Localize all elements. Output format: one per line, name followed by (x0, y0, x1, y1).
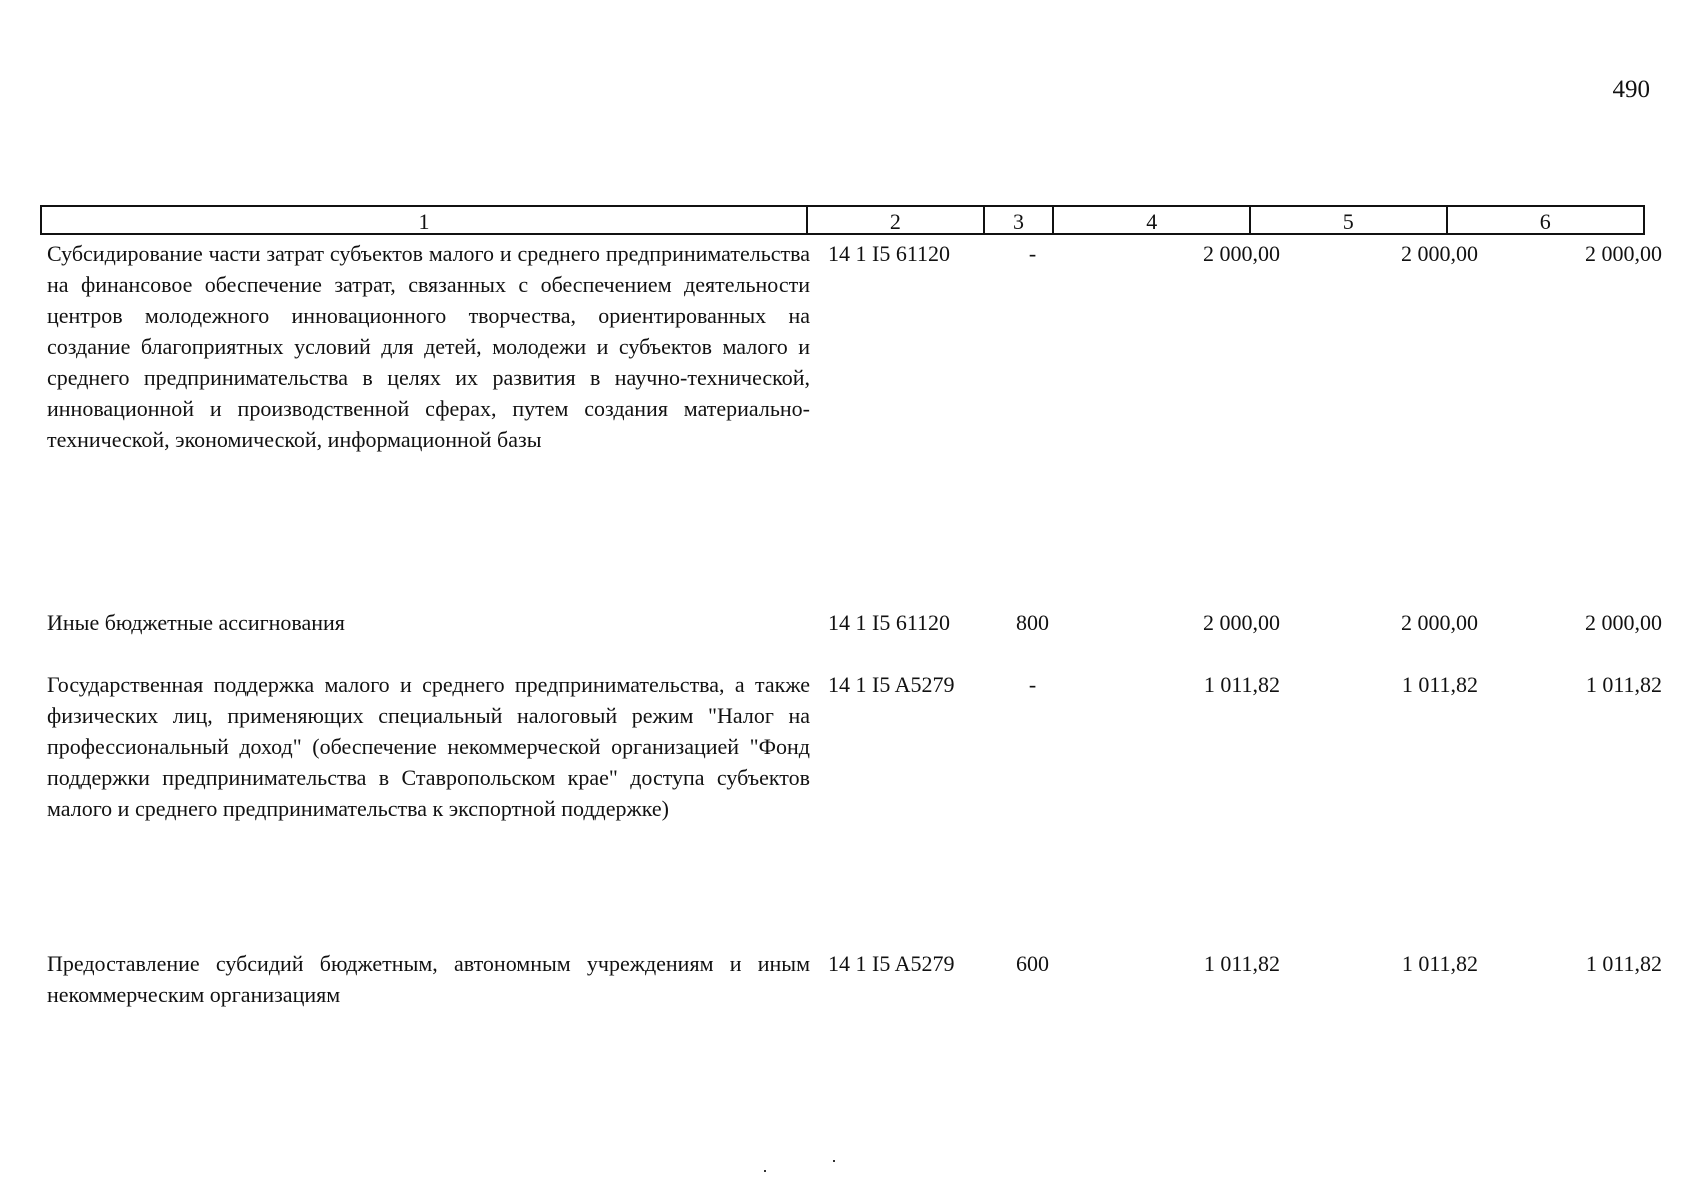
header-col-3: 3 (985, 207, 1055, 233)
row-type: - (1028, 241, 1037, 266)
scan-speck (764, 1170, 766, 1172)
row-value-4: 2 000,00 (1203, 241, 1280, 266)
page-number: 490 (1612, 76, 1650, 103)
header-col-5: 5 (1251, 207, 1448, 233)
row-type: 600 (1016, 951, 1049, 976)
row-value-5: 1 011,82 (1401, 951, 1478, 976)
row-name: Субсидирование части затрат субъектов малого и среднего предпринимательства на финансовое обеспечение затрат, связанных с обеспечением деятельности центров молодежного инновационного творчества, ориентированных на создание благоприятных условий для детей, молодежи и субъектов малого и среднего предпринимательства в целях их развития в научно-технической, инновационной и производственной сферах, путем создания материально-технической, экономической, информационной базы (47, 241, 810, 452)
row-name: Предоставление субсидий бюджетным, автономным учреждениям и иным некоммерческим организациям (47, 951, 810, 1007)
row-value-6: 1 011,82 (1585, 951, 1662, 976)
row-code: 14 1 I5 A5279 (828, 951, 955, 976)
row-value-5: 2 000,00 (1401, 241, 1478, 266)
row-value-5: 1 011,82 (1401, 672, 1478, 697)
header-col-4: 4 (1054, 207, 1251, 233)
row-type: - (1028, 672, 1037, 697)
scan-speck (833, 1160, 835, 1162)
row-code: 14 1 I5 A5279 (828, 672, 955, 697)
header-col-1: 1 (42, 207, 808, 233)
row-name: Государственная поддержка малого и среднего предпринимательства, а также физических лиц, применяющих специальный налоговый режим "Налог на профессиональный доход" (обеспечение некоммерческой организацией "Фонд поддержки предпринимательства в Ставропольском крае" доступа субъектов малого и среднего предпринимательства к экспортной поддержке) (47, 672, 810, 821)
row-type: 800 (1016, 610, 1049, 635)
table-header (40, 205, 1645, 235)
header-col-2: 2 (808, 207, 985, 233)
row-value-6: 2 000,00 (1585, 241, 1662, 266)
row-code: 14 1 I5 61120 (828, 610, 951, 635)
row-code: 14 1 I5 61120 (828, 241, 951, 266)
row-value-6: 2 000,00 (1585, 610, 1662, 635)
row-value-4: 1 011,82 (1203, 951, 1280, 976)
row-value-4: 2 000,00 (1203, 610, 1280, 635)
row-value-4: 1 011,82 (1203, 672, 1280, 697)
header-col-6: 6 (1539, 209, 1551, 234)
row-name: Иные бюджетные ассигнования (47, 610, 345, 635)
row-value-5: 2 000,00 (1401, 610, 1478, 635)
row-value-6: 1 011,82 (1585, 672, 1662, 697)
